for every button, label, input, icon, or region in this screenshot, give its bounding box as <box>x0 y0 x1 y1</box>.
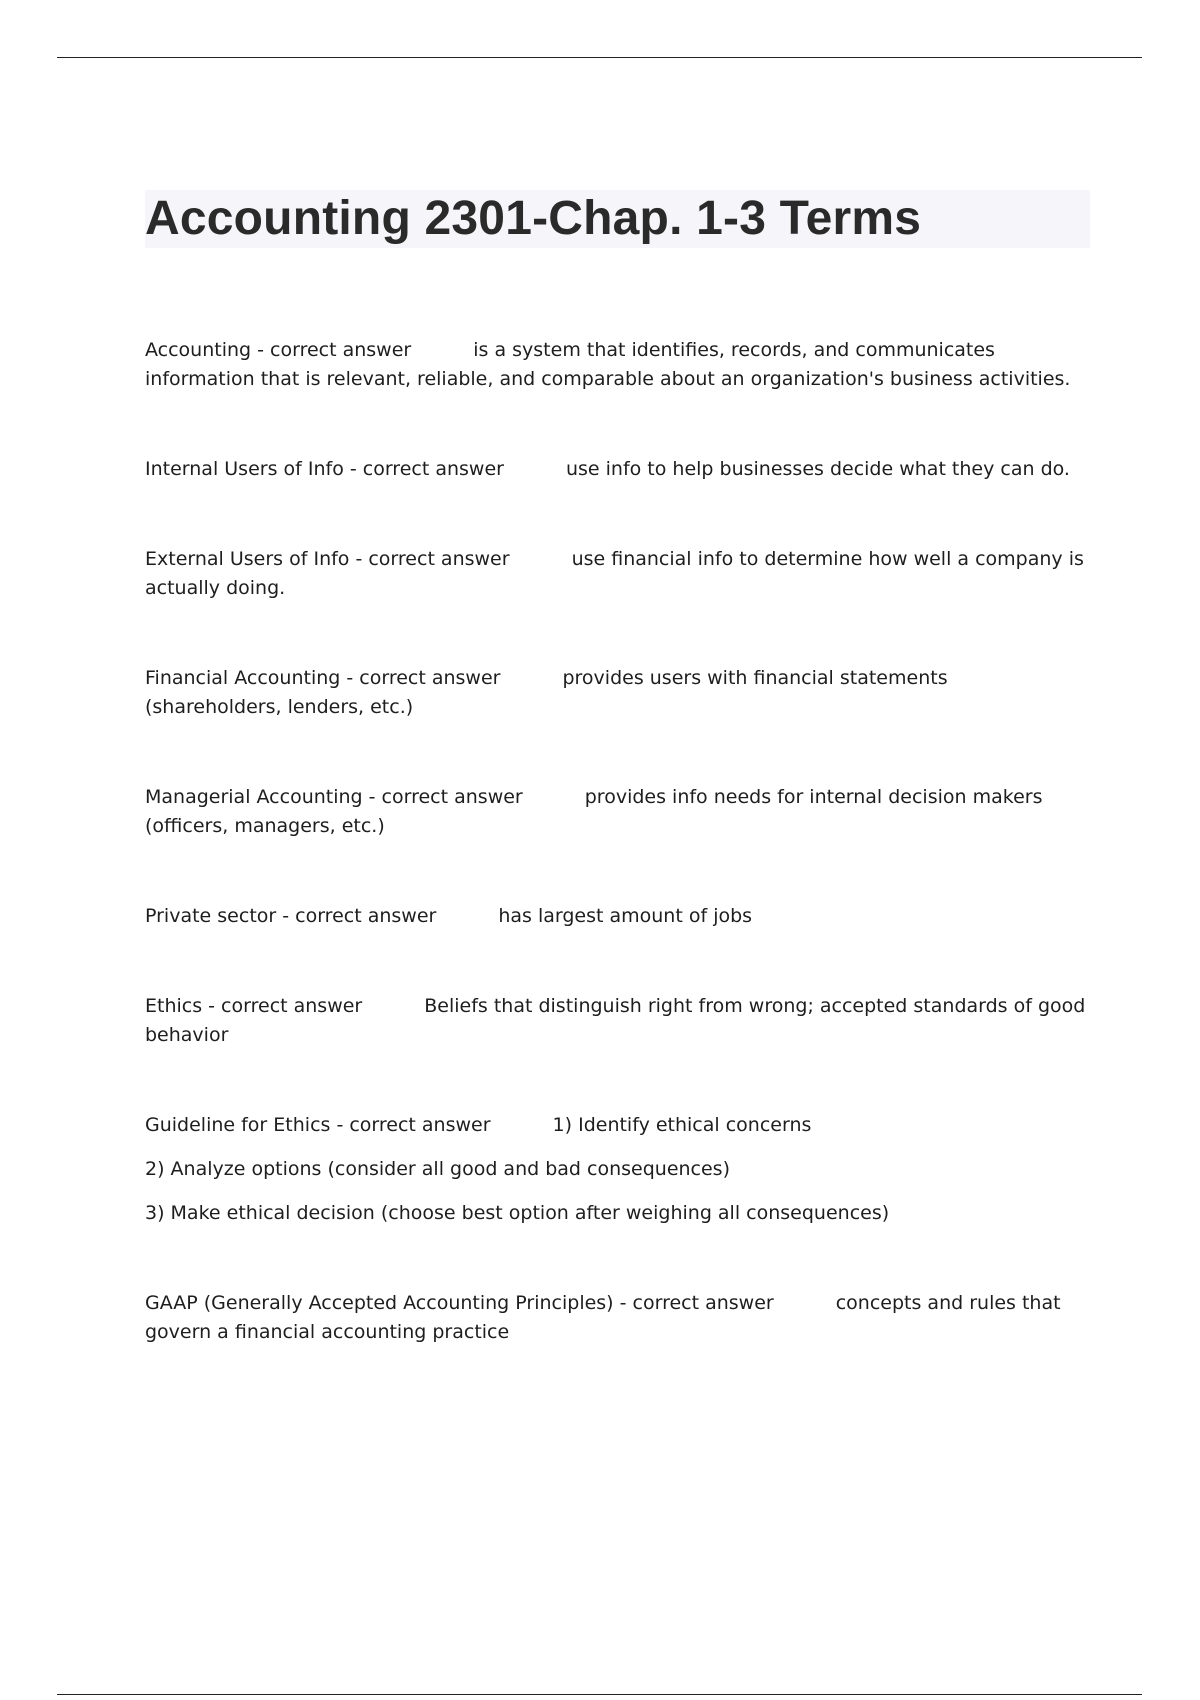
term-entry <box>145 783 1090 841</box>
term-definition: concepts and rules that govern a financial accounting practice <box>145 1292 1061 1343</box>
guideline-step: 2) Analyze options (consider all good and bad consequences) <box>145 1158 730 1180</box>
terms-list <box>145 336 1090 1408</box>
term-entry <box>145 902 1090 931</box>
term-paragraph <box>145 902 1090 931</box>
term-paragraph <box>145 336 1090 394</box>
bottom-divider <box>57 1694 1142 1695</box>
term-label: External Users of Info - correct answer <box>145 548 510 570</box>
term-label: Ethics - correct answer <box>145 995 363 1017</box>
term-definition: has largest amount of jobs <box>498 905 753 927</box>
document-title: Accounting 2301-Chap. 1-3 Terms <box>145 192 922 245</box>
term-definition: provides users with financial statements (shareholders, lenders, etc.) <box>145 667 948 718</box>
term-label: Managerial Accounting - correct answer <box>145 786 523 808</box>
term-definition: use info to help businesses decide what they can do. <box>565 458 1070 480</box>
top-divider <box>57 57 1142 58</box>
term-paragraph <box>145 1289 1090 1347</box>
term-entry <box>145 455 1090 484</box>
term-paragraph <box>145 992 1090 1050</box>
term-definition: provides info needs for internal decision makers (officers, managers, etc.) <box>145 786 1043 837</box>
term-entry <box>145 545 1090 603</box>
term-definition: Beliefs that distinguish right from wrong; accepted standards of good behavior <box>145 995 1086 1046</box>
term-definition: 1) Identify ethical concerns <box>552 1114 812 1136</box>
term-label: Accounting - correct answer <box>145 339 412 361</box>
term-label: Internal Users of Info - correct answer <box>145 458 504 480</box>
term-definition: use financial info to determine how well a company is actually doing. <box>145 548 1084 599</box>
term-label: GAAP (Generally Accepted Accounting Principles) - correct answer <box>145 1292 774 1314</box>
guideline-step: 3) Make ethical decision (choose best option after weighing all consequences) <box>145 1202 890 1224</box>
term-definition: is a system that identifies, records, and communicates information that is relevant, reliable, and comparable about an organization's business activities. <box>145 339 1071 390</box>
term-label: Private sector - correct answer <box>145 905 437 927</box>
term-entry <box>145 664 1090 722</box>
term-entry <box>145 992 1090 1050</box>
term-paragraph <box>145 455 1090 484</box>
term-label: Financial Accounting - correct answer <box>145 667 501 689</box>
term-paragraph <box>145 545 1090 603</box>
term-paragraph <box>145 664 1090 722</box>
term-entry <box>145 1289 1090 1347</box>
term-entry <box>145 1111 1090 1228</box>
term-paragraph <box>145 783 1090 841</box>
term-paragraph <box>145 1111 1090 1140</box>
term-label: Guideline for Ethics - correct answer <box>145 1114 491 1136</box>
term-entry <box>145 336 1090 394</box>
